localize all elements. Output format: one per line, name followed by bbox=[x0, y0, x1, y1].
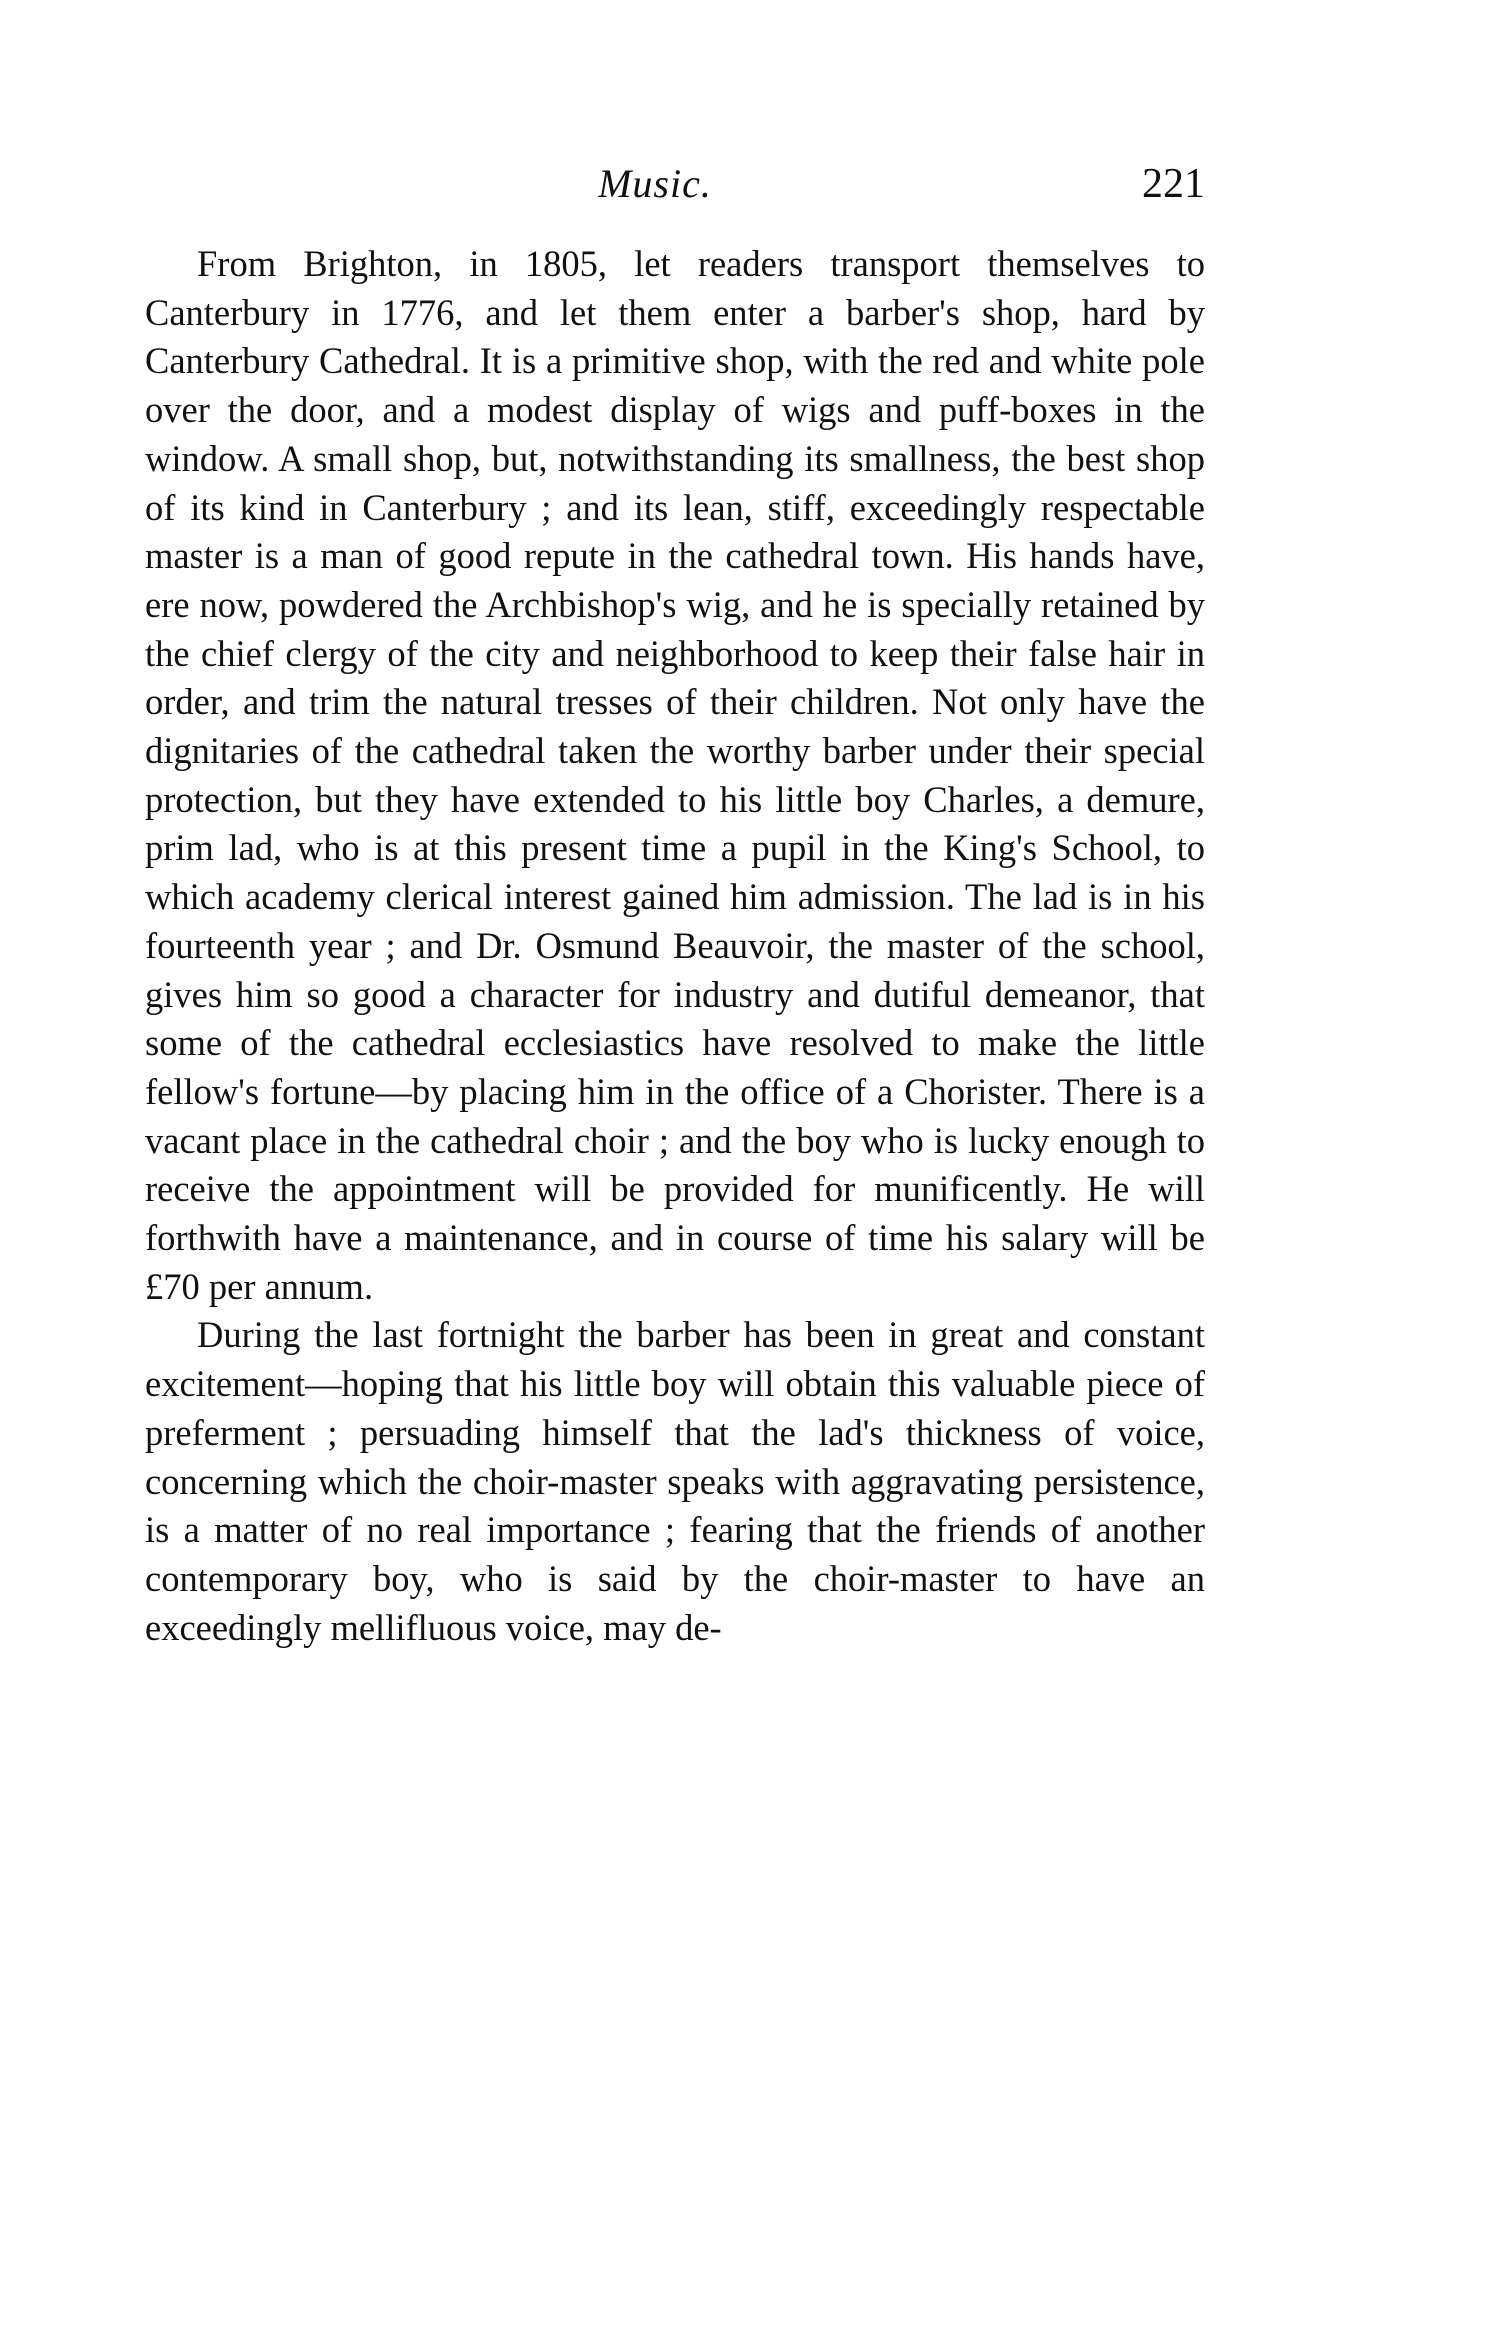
running-head bbox=[0, 160, 1504, 220]
paragraph-2: During the last fortnight the barber has been in great and constant excitement—hoping that his little boy will obtain this valuable piece of preferment ; persuading himself that the lad's thickness of voice, concerning which the choir-master speaks with aggravating persistence, is a matter of no real importance ; fearing that the friends of another contemporary boy, who is said by the choir-master to have an exceedingly mellifluous voice, may de- bbox=[145, 1314, 1205, 1648]
running-title: Music. bbox=[598, 161, 712, 206]
paragraph-1: From Brighton, in 1805, let readers transport themselves to Canterbury in 1776, and let them enter a barber's shop, hard by Canterbury Cathedral. It is a primitive shop, with the red and white pole over the door, and a modest display of wigs and puff-boxes in the window. A small shop, but, notwithstanding its smallness, the best shop of its kind in Canterbury ; and its lean, stiff, exceedingly respectable master is a man of good repute in the cathedral town. His hands have, ere now, powdered the Archbishop's wig, and he is specially retained by the chief clergy of the city and neighborhood to keep their false hair in order, and trim the natural tresses of their children. Not only have the dignitaries of the cathedral taken the worthy barber under their special protection, but they have extended to his little boy Charles, a demure, prim lad, who is at this present time a pupil in the King's School, to which academy clerical interest gained him admission. The lad is in his fourteenth year ; and Dr. Osmund Beauvoir, the master of the school, gives him so good a character for industry and dutiful demeanor, that some of the cathedral ecclesiastics have resolved to make the little fellow's fortune—by placing him in the office of a Chorister. There is a vacant place in the cathedral choir ; and the boy who is lucky enough to receive the appointment will be provided for munificently. He will forthwith have a maintenance, and in course of time his salary will be £70 per annum. bbox=[145, 243, 1205, 1307]
page-number: 221 bbox=[1142, 161, 1205, 207]
body-text bbox=[145, 240, 1205, 1652]
